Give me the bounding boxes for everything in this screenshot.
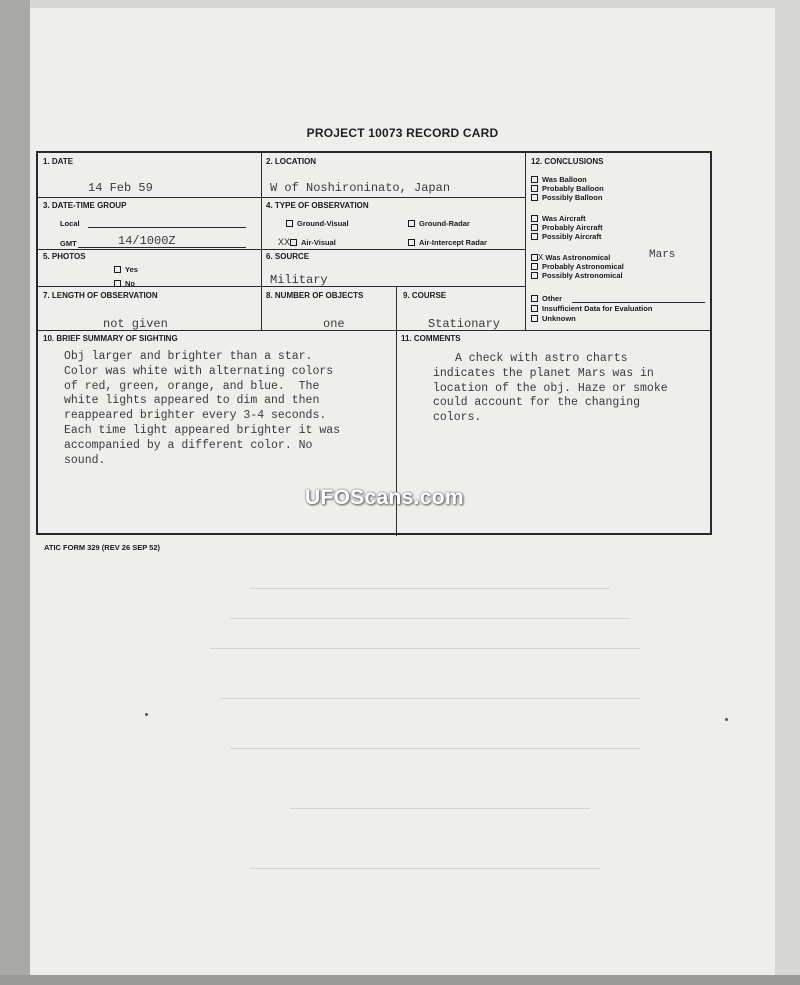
checkbox <box>114 280 121 287</box>
summary-line: Each time light appeared brighter it was <box>64 423 341 437</box>
air-visual-option: XX Air-Visual <box>278 238 336 249</box>
summary-label: 10. BRIEF SUMMARY OF SIGHTING <box>43 334 178 343</box>
checkbox <box>531 263 538 270</box>
other-line <box>572 302 705 303</box>
checkbox <box>531 295 538 302</box>
scan-left-edge <box>0 0 30 985</box>
air-intercept-option: Air-Intercept Radar <box>408 238 487 247</box>
scan-bottom-edge <box>0 975 800 985</box>
divider <box>525 153 526 330</box>
location-label: 2. LOCATION <box>266 157 317 166</box>
checkbox <box>531 254 538 261</box>
comments-line: could account for the changing <box>433 396 641 410</box>
checkbox <box>531 224 538 231</box>
local-label: Local <box>60 219 80 228</box>
probably-balloon-option: Probably Balloon <box>531 184 604 193</box>
bleed-through <box>230 748 640 749</box>
date-value: 14 Feb 59 <box>88 181 153 195</box>
checkbox <box>531 185 538 192</box>
unknown-option: Unknown <box>531 314 576 323</box>
speck <box>145 713 148 716</box>
checkbox <box>286 220 293 227</box>
ground-visual-option: Ground-Visual <box>286 219 349 228</box>
objects-label: 8. NUMBER OF OBJECTS <box>266 291 364 300</box>
ground-radar-option: Ground-Radar <box>408 219 470 228</box>
possibly-balloon-option: Possibly Balloon <box>531 193 602 202</box>
comments-line: A check with astro charts <box>455 352 628 365</box>
probably-astronomical-option: Probably Astronomical <box>531 262 624 271</box>
gmt-value: 14/1000Z <box>118 234 176 248</box>
checkbox <box>531 305 538 312</box>
bleed-through <box>290 808 590 809</box>
checkbox <box>531 176 538 183</box>
form-number: ATIC FORM 329 (REV 26 SEP 52) <box>44 543 161 552</box>
checkbox <box>531 194 538 201</box>
summary-line: Obj larger and brighter than a star. <box>64 350 313 363</box>
possibly-astronomical-option: Possibly Astronomical <box>531 271 623 280</box>
date-label: 1. DATE <box>43 157 74 166</box>
possibly-aircraft-option: Possibly Aircraft <box>531 232 601 241</box>
summary-line: accompanied by a different color. No <box>64 438 313 452</box>
checkbox <box>408 239 415 246</box>
comments-label: 11. COMMENTS <box>401 334 461 343</box>
course-label: 9. COURSE <box>403 291 447 300</box>
source-label: 6. SOURCE <box>266 252 310 261</box>
other-option: Other <box>531 294 562 303</box>
course-value: Stationary <box>428 317 501 331</box>
record-card <box>36 151 712 535</box>
summary-line: reappeared brighter every 3-4 seconds. <box>64 409 327 423</box>
bleed-through <box>210 648 640 649</box>
probably-aircraft-option: Probably Aircraft <box>531 223 603 232</box>
summary-line: of red, green, orange, and blue. The <box>64 379 320 393</box>
length-value: not given <box>103 317 168 331</box>
checkbox <box>531 215 538 222</box>
summary-line: white lights appeared to dim and then <box>64 394 320 408</box>
divider <box>261 153 262 330</box>
checkbox <box>290 239 297 246</box>
was-balloon-option: Was Balloon <box>531 175 587 184</box>
objects-value: one <box>323 317 345 331</box>
local-line <box>88 227 246 228</box>
observation-type-label: 4. TYPE OF OBSERVATION <box>266 201 369 210</box>
insufficient-data-option: Insufficient Data for Evaluation <box>531 304 652 313</box>
astro-note: Mars <box>649 249 676 261</box>
summary-line: Color was white with alternating colors <box>64 364 334 378</box>
checkbox <box>531 272 538 279</box>
source-value: Military <box>270 273 328 287</box>
watermark: UFOScans.com <box>305 486 464 509</box>
checkbox <box>408 220 415 227</box>
comments-text <box>433 352 668 426</box>
photos-no-option: No <box>114 279 135 288</box>
bleed-through <box>250 588 610 589</box>
card-title: PROJECT 10073 RECORD CARD <box>306 126 499 140</box>
length-label: 7. LENGTH OF OBSERVATION <box>43 291 158 300</box>
comments-line: colors. <box>433 411 482 425</box>
was-astronomical-option: X Was Astronomical <box>531 253 610 263</box>
speck <box>725 718 728 721</box>
divider <box>38 249 526 250</box>
bleed-through <box>230 618 630 619</box>
photos-label: 5. PHOTOS <box>43 252 86 261</box>
checkbox <box>114 266 121 273</box>
summary-text <box>64 350 340 468</box>
bleed-through <box>220 698 640 699</box>
gmt-label: GMT <box>60 239 77 248</box>
divider <box>38 197 526 198</box>
comments-line: indicates the planet Mars was in <box>433 366 654 380</box>
bleed-through <box>250 868 600 869</box>
datetime-label: 3. DATE-TIME GROUP <box>43 201 127 210</box>
location-value: W of Noshironinato, Japan <box>270 181 451 195</box>
comments-line: location of the obj. Haze or smoke <box>433 381 668 395</box>
summary-line: sound. <box>64 453 106 467</box>
conclusions-label: 12. CONCLUSIONS <box>531 157 604 166</box>
was-aircraft-option: Was Aircraft <box>531 214 586 223</box>
checkbox <box>531 233 538 240</box>
checkbox <box>531 315 538 322</box>
photos-yes-option: Yes <box>114 265 138 274</box>
